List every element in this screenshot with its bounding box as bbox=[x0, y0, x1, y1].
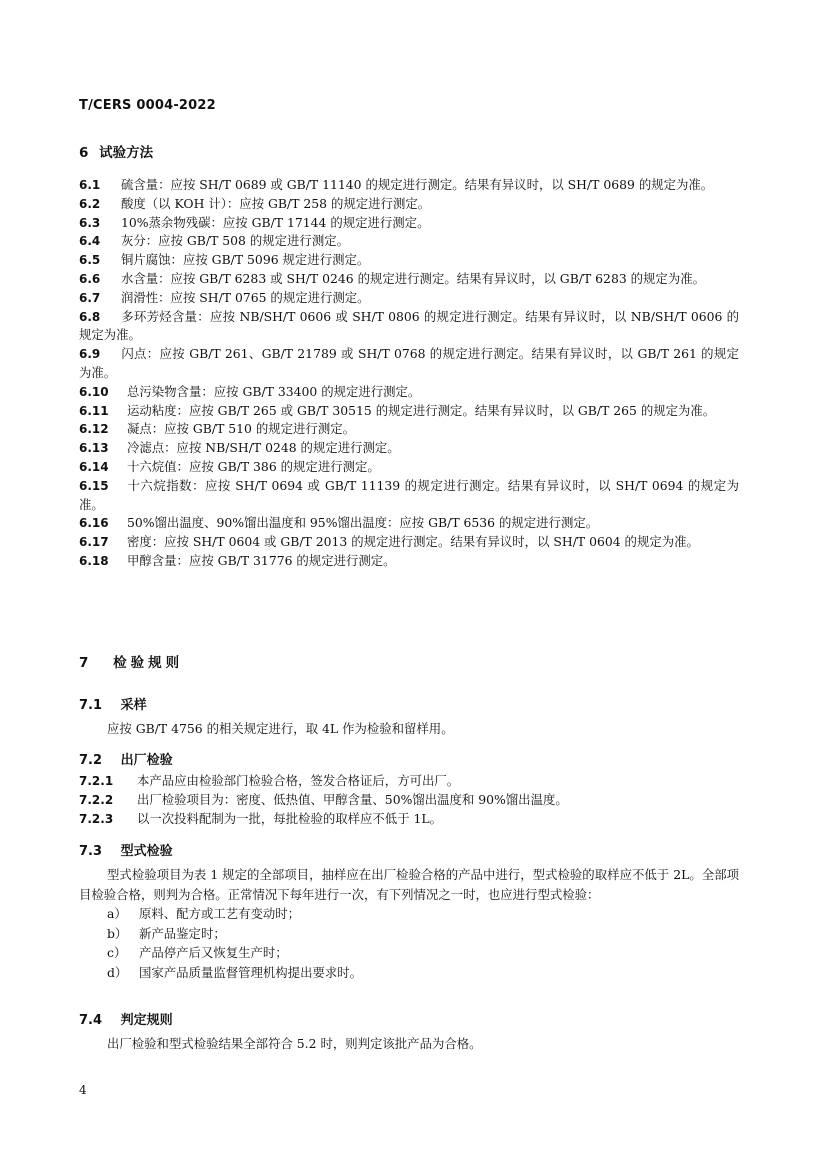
subsection-7-1-heading bbox=[79, 694, 147, 713]
item-number: 6.8 bbox=[79, 309, 101, 324]
item-text: 硫含量：应按 SH/T 0689 或 GB/T 11140 的规定进行测定。结果有异议时，以 SH/T 0689 的规定为准。 bbox=[121, 177, 714, 192]
list-item bbox=[79, 810, 739, 829]
item-text: 本产品应由检验部门检验合格，签发合格证后，方可出厂。 bbox=[137, 773, 460, 788]
item-text: 十六烷值：应按 GB/T 386 的规定进行测定。 bbox=[127, 458, 380, 474]
item-text: 闪点：应按 GB/T 261、GB/T 21789 或 SH/T 0768 的规定进行测定。结果有异议时，以 GB/T 261 的规定为准。 bbox=[79, 346, 739, 380]
item-text: 新产品鉴定时； bbox=[139, 925, 226, 941]
item-text: 水含量：应按 GB/T 6283 或 SH/T 0246 的规定进行测定。结果有异议时，以 GB/T 6283 的规定为准。 bbox=[121, 270, 705, 286]
item-number: 6.16 bbox=[79, 516, 109, 531]
item-text: 多环芳烃含量：应按 NB/SH/T 0606 或 SH/T 0806 的规定进行测定。结果有异议时，以 NB/SH/T 0606 的规定为准。 bbox=[79, 308, 739, 343]
list-marker: b） bbox=[107, 925, 128, 941]
item-text: 产品停产后又恢复生产时； bbox=[139, 945, 288, 960]
item-number: 6.15 bbox=[79, 478, 109, 493]
list-item bbox=[79, 195, 739, 214]
list-item bbox=[79, 772, 739, 791]
list-item bbox=[79, 420, 739, 439]
item-text: 50%馏出温度、90%馏出温度和 95%馏出温度：应按 GB/T 6536 的规定进行测定。 bbox=[127, 515, 599, 531]
item-number: 6.2 bbox=[79, 196, 101, 211]
section-number: 6 bbox=[79, 145, 89, 161]
subsection-7-2-heading bbox=[79, 749, 173, 768]
section-6-list bbox=[79, 176, 739, 571]
list-item bbox=[79, 791, 739, 810]
list-marker: a） bbox=[107, 906, 127, 921]
item-number: 6.6 bbox=[79, 271, 101, 286]
list-item bbox=[79, 963, 739, 983]
item-text: 出厂检验项目为：密度、低热值、甲醇含量、50%馏出温度和 90%馏出温度。 bbox=[137, 791, 568, 807]
item-number: 6.10 bbox=[79, 384, 109, 399]
item-number: 7.2.3 bbox=[79, 811, 114, 826]
list-item bbox=[79, 402, 739, 421]
subsection-number: 7.2 bbox=[79, 753, 103, 768]
section-6-heading bbox=[79, 141, 153, 161]
list-item bbox=[79, 289, 739, 308]
item-number: 6.17 bbox=[79, 535, 109, 550]
list-item bbox=[79, 458, 739, 477]
item-number: 6.3 bbox=[79, 215, 101, 230]
section-title: 检验规则 bbox=[113, 655, 184, 671]
subsection-title: 型式检验 bbox=[120, 844, 173, 859]
item-text: 甲醇含量：应按 GB/T 31776 的规定进行测定。 bbox=[127, 552, 396, 568]
item-text: 灰分：应按 GB/T 508 的规定进行测定。 bbox=[121, 233, 349, 249]
list-item bbox=[79, 214, 739, 233]
list-item bbox=[79, 176, 739, 195]
item-text: 凝点：应按 GB/T 510 的规定进行测定。 bbox=[127, 421, 355, 437]
list-marker: d） bbox=[107, 964, 128, 980]
list-item bbox=[79, 345, 739, 383]
page-number: 4 bbox=[79, 1083, 87, 1097]
item-number: 7.2.1 bbox=[79, 774, 114, 788]
item-text: 运动粘度：应按 GB/T 265 或 GB/T 30515 的规定进行测定。结果有异议时，以 GB/T 265 的规定为准。 bbox=[127, 402, 716, 418]
list-item bbox=[79, 439, 739, 458]
item-text: 总污染物含量：应按 GB/T 33400 的规定进行测定。 bbox=[127, 383, 421, 399]
item-text: 润滑性：应按 SH/T 0765 的规定进行测定。 bbox=[121, 289, 370, 305]
section-7-heading bbox=[79, 651, 183, 671]
list-item bbox=[79, 308, 739, 346]
list-item bbox=[79, 552, 739, 571]
subsection-7-3-body bbox=[79, 865, 739, 982]
paragraph: 应按 GB/T 4756 的相关规定进行，取 4L 作为检验和留样用。 bbox=[107, 721, 454, 736]
item-number: 6.9 bbox=[79, 347, 101, 362]
subsection-title: 采样 bbox=[120, 698, 147, 713]
subsection-number: 7.4 bbox=[79, 1013, 103, 1028]
subsection-title: 出厂检验 bbox=[120, 753, 173, 768]
list-item bbox=[79, 477, 739, 515]
item-number: 6.13 bbox=[79, 441, 109, 456]
item-text: 铜片腐蚀：应按 GB/T 5096 规定进行测定。 bbox=[121, 252, 370, 268]
subsection-number: 7.1 bbox=[79, 698, 103, 713]
item-number: 6.18 bbox=[79, 553, 109, 568]
list-item bbox=[79, 251, 739, 270]
list-item bbox=[79, 904, 739, 924]
subsection-title: 判定规则 bbox=[120, 1013, 173, 1028]
list-marker: c） bbox=[107, 945, 127, 960]
list-item bbox=[79, 232, 739, 251]
item-text: 冷滤点：应按 NB/SH/T 0248 的规定进行测定。 bbox=[127, 440, 400, 456]
subsection-7-4-heading bbox=[79, 1009, 173, 1028]
document-id: T/CERS 0004-2022 bbox=[79, 98, 216, 113]
subsection-7-4-body bbox=[79, 1034, 739, 1054]
item-number: 6.1 bbox=[79, 178, 101, 192]
list-item bbox=[79, 383, 739, 402]
item-text: 以一次投料配制为一批，每批检验的取样应不低于 1L。 bbox=[137, 810, 443, 826]
subsection-7-1-body bbox=[79, 719, 739, 739]
item-number: 7.2.2 bbox=[79, 792, 114, 807]
list-item bbox=[79, 270, 739, 289]
paragraph: 出厂检验和型式检验结果全部符合 5.2 时，则判定该批产品为合格。 bbox=[107, 1036, 482, 1051]
subsection-7-3-heading bbox=[79, 840, 173, 859]
item-number: 6.5 bbox=[79, 253, 101, 268]
subsection-7-2-list bbox=[79, 772, 739, 828]
list-item bbox=[79, 924, 739, 944]
section-number: 7 bbox=[79, 655, 89, 671]
item-text: 密度：应按 SH/T 0604 或 GB/T 2013 的规定进行测定。结果有异议时，以 SH/T 0604 的规定为准。 bbox=[127, 534, 699, 550]
item-number: 6.7 bbox=[79, 290, 101, 305]
item-number: 6.14 bbox=[79, 459, 109, 474]
list-item bbox=[79, 943, 739, 963]
item-text: 原料、配方或工艺有变动时； bbox=[139, 906, 301, 921]
subsection-number: 7.3 bbox=[79, 844, 103, 859]
item-number: 6.11 bbox=[79, 403, 109, 418]
paragraph: 型式检验项目为表 1 规定的全部项目，抽样应在出厂检验合格的产品中进行，型式检验的取样应不低于 2L。全部项目检验合格，则判为合格。正常情况下每年进行一次，有下列情况之一时，也应进行型式检验： bbox=[79, 867, 739, 902]
item-number: 6.12 bbox=[79, 422, 109, 437]
item-text: 国家产品质量监督管理机构提出要求时。 bbox=[139, 964, 363, 980]
item-text: 10%蒸余物残碳：应按 GB/T 17144 的规定进行测定。 bbox=[121, 214, 430, 230]
list-item bbox=[79, 514, 739, 533]
item-text: 十六烷指数：应按 SH/T 0694 或 GB/T 11139 的规定进行测定。结果有异议时，以 SH/T 0694 的规定为准。 bbox=[79, 477, 739, 512]
section-title: 试验方法 bbox=[99, 145, 154, 161]
item-text: 酸度（以 KOH 计）：应按 GB/T 258 的规定进行测定。 bbox=[121, 195, 431, 211]
item-number: 6.4 bbox=[79, 234, 101, 249]
list-item bbox=[79, 533, 739, 552]
